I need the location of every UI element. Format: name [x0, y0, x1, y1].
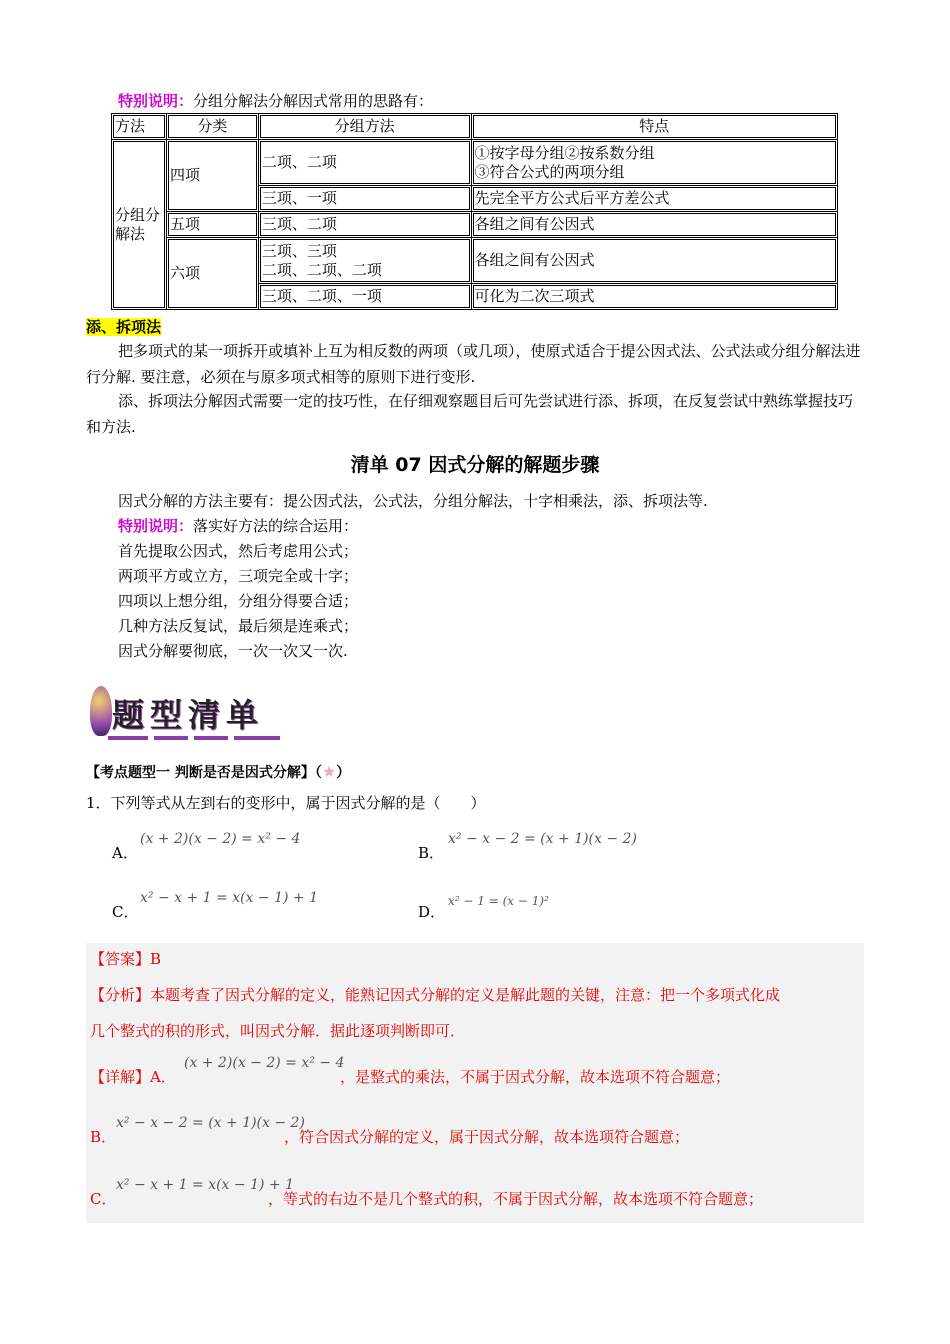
detail-c-text: ，等式的右边不是几个整式的积，不属于因式分解，故本选项不符合题意；	[268, 1190, 764, 1208]
cell-feature	[471, 140, 837, 186]
cell-grouping	[258, 238, 471, 284]
option-b-letter: B．	[418, 844, 445, 862]
analysis-line: 几个整式的积的形式，叫因式分解．据此逐项判断即可．	[90, 1022, 466, 1040]
detail-a-expr: (x + 2)(x − 2) = x² − 4	[184, 1055, 345, 1071]
grouping-method-table	[111, 113, 838, 310]
table-header-row	[112, 114, 838, 140]
intro-label: 特别说明：	[118, 92, 194, 110]
add-split-para2: 添、拆项法分解因式需要一定的技巧性，在仔细观察题目后可先尝试进行添、拆项，在反复尝试中熟练掌握技巧和方法.	[86, 392, 854, 436]
intro-line	[118, 90, 433, 112]
answer-line: 【答案】B	[90, 950, 162, 968]
grouping-line: 三项、三项	[261, 241, 337, 260]
cell-feature: 可化为二次三项式	[471, 284, 837, 310]
question-stem: 1．下列等式从左到右的变形中，属于因式分解的是（ ）	[86, 794, 486, 812]
logo-underline	[108, 736, 280, 740]
detail-b-label: B．	[90, 1128, 117, 1146]
cell-method: 分组分解法	[112, 140, 167, 310]
cell-feature: 各组之间有公因式	[471, 212, 837, 238]
detail-a	[90, 1066, 176, 1088]
grouping-line: 二项、二项、二项	[261, 260, 382, 279]
rhyme-line: 几种方法反复试，最后须是连乘式；	[118, 617, 359, 635]
detail-b-text: ，符合因式分解的定义，属于因式分解，故本选项符合题意；	[284, 1128, 690, 1146]
question-type-label: 【考点题型一 判断是否是因式分解】	[86, 765, 315, 781]
question-types-logo	[88, 684, 288, 744]
star-icon: ★	[321, 762, 337, 781]
rhyme-line: 因式分解要彻底，一次一次又一次.	[118, 642, 348, 660]
table-row	[112, 140, 838, 186]
option-a-letter: A．	[112, 844, 138, 862]
cell-category-five: 五项	[166, 212, 258, 238]
feature-line: ③符合公式的两项分组	[474, 162, 625, 181]
logo-swirl-icon	[90, 686, 112, 736]
cell-grouping: 二项、二项	[258, 140, 471, 186]
add-split-heading	[86, 316, 161, 338]
section-title: 清单 07 因式分解的解题步骤	[350, 454, 600, 476]
cell-grouping: 三项、二项	[258, 212, 471, 238]
table-row	[112, 238, 838, 284]
header-grouping: 分组方法	[258, 114, 471, 140]
option-b-expr: x² − x − 2 = (x + 1)(x − 2)	[448, 831, 637, 847]
rhyme-line: 两项平方或立方，三项完全或十字；	[118, 567, 359, 585]
section-note	[118, 515, 358, 537]
logo-text: 题型清单	[112, 696, 265, 734]
header-category: 分类	[166, 114, 258, 140]
add-split-heading-text: 添、拆项法	[86, 318, 162, 336]
option-d-expr: x² − 1 = (x − 1)²	[448, 894, 549, 908]
rhyme-line: 首先提取公因式，然后考虑用公式；	[118, 542, 359, 560]
table-row	[112, 212, 838, 238]
analysis-line: 【分析】本题考查了因式分解的定义，能熟记因式分解的定义是解此题的关键，注意：把一个多项式化成	[90, 986, 781, 1004]
intro-text: 分组分解法分解因式常用的思路有：	[193, 92, 434, 110]
option-c-letter: C．	[112, 903, 139, 921]
detail-b-expr: x² − x − 2 = (x + 1)(x − 2)	[116, 1115, 305, 1131]
detail-c-label: C．	[90, 1190, 117, 1208]
cell-feature: 先完全平方公式后平方差公式	[471, 186, 837, 212]
section-intro: 因式分解的方法主要有：提公因式法，公式法，分组分解法，十字相乘法，添、拆项法等.	[118, 492, 708, 510]
rhyme-line: 四项以上想分组，分组分得要合适；	[118, 592, 359, 610]
header-feature: 特点	[471, 114, 837, 140]
cell-grouping: 三项、二项、一项	[258, 284, 471, 310]
cell-category-four: 四项	[166, 140, 258, 212]
option-d-letter: D．	[418, 903, 446, 921]
note-label: 特别说明：	[118, 517, 194, 535]
cell-feature: 各组之间有公因式	[471, 238, 837, 284]
detail-c-expr: x² − x + 1 = x(x − 1) + 1	[116, 1177, 294, 1193]
header-method: 方法	[112, 114, 167, 140]
cell-grouping: 三项、一项	[258, 186, 471, 212]
detail-label: 【详解】A．	[90, 1068, 176, 1086]
add-split-para1: 把多项式的某一项拆开或填补上互为相反数的两项（或几项），使原式适合于提公因式法、公式法或分组分解法进行分解. 要注意，必须在与原多项式相等的原则下进行变形.	[86, 342, 861, 386]
question-type-heading: 【考点题型一 判断是否是因式分解】（★）	[86, 762, 351, 781]
option-a-expr: (x + 2)(x − 2) = x² − 4	[140, 831, 301, 847]
cell-category-six: 六项	[166, 238, 258, 310]
feature-line: ①按字母分组②按系数分组	[474, 143, 655, 162]
note-text: 落实好方法的综合运用：	[193, 517, 359, 535]
detail-a-text: ，是整式的乘法，不属于因式分解，故本选项不符合题意；	[340, 1068, 731, 1086]
option-c-expr: x² − x + 1 = x(x − 1) + 1	[140, 890, 318, 906]
